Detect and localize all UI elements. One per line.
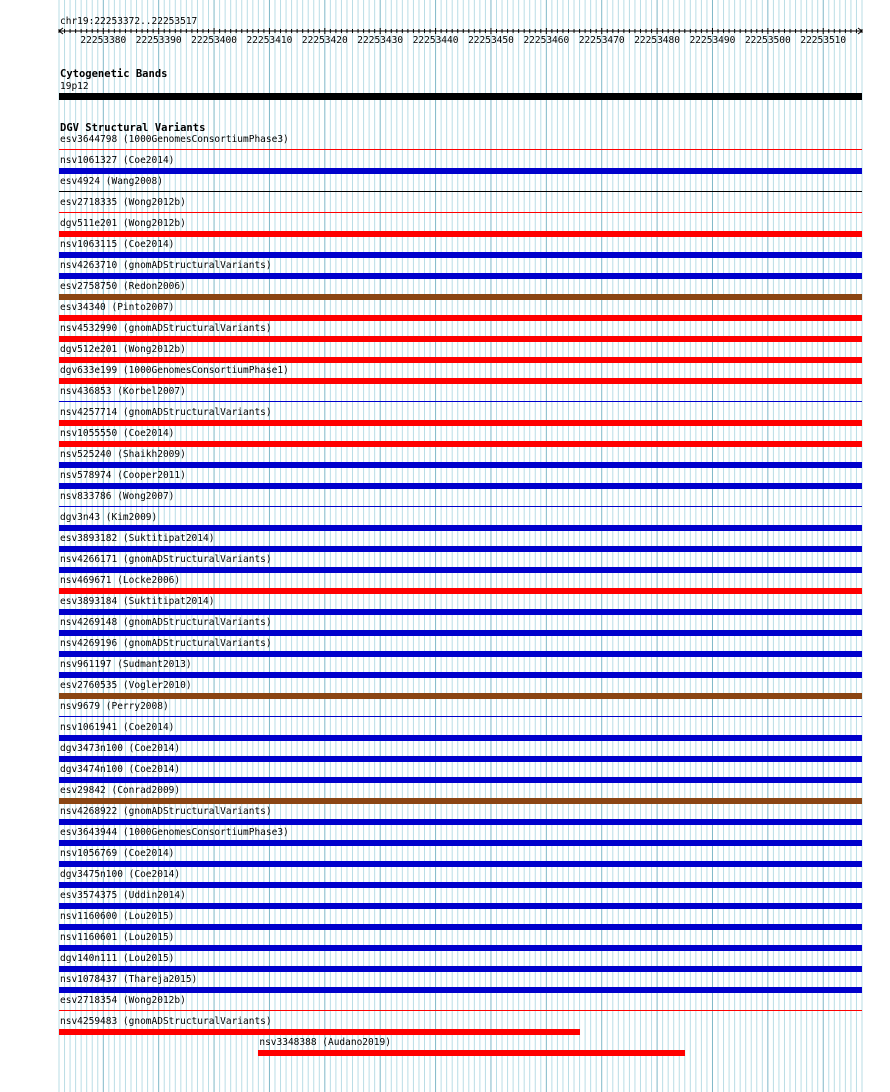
ruler-tick-label: 22253430 — [357, 35, 404, 46]
dgv-feature-label[interactable]: esv3893182 (Suktitipat2014) — [60, 533, 215, 544]
dgv-feature-label[interactable]: nsv1061941 (Coe2014) — [60, 722, 175, 733]
dgv-feature-label[interactable]: nsv3348388 (Audano2019) — [259, 1037, 391, 1048]
dgv-feature-label[interactable]: nsv1055550 (Coe2014) — [60, 428, 175, 439]
dgv-feature-label[interactable]: esv3893184 (Suktitipat2014) — [60, 596, 215, 607]
dgv-feature-bar[interactable] — [59, 273, 862, 279]
dgv-feature-bar[interactable] — [59, 506, 862, 507]
ruler-tick-label: 22253480 — [634, 35, 680, 46]
dgv-feature-bar[interactable] — [59, 567, 862, 573]
dgv-feature-label[interactable]: esv29842 (Conrad2009) — [60, 785, 181, 796]
dgv-feature-label[interactable]: nsv1061327 (Coe2014) — [60, 155, 175, 166]
dgv-feature-bar[interactable] — [59, 1010, 862, 1011]
dgv-feature-bar[interactable] — [59, 609, 862, 615]
dgv-feature-bar[interactable] — [59, 840, 862, 846]
dgv-feature-label[interactable]: esv4924 (Wang2008) — [60, 176, 163, 187]
dgv-feature-bar[interactable] — [59, 546, 862, 552]
ruler-tick-label: 22253400 — [191, 35, 237, 46]
dgv-feature-label[interactable]: nsv4269196 (gnomADStructuralVariants) — [60, 638, 272, 649]
dgv-feature-bar[interactable] — [59, 716, 862, 717]
dgv-feature-label[interactable]: nsv1056769 (Coe2014) — [60, 848, 175, 859]
ruler-tick-label: 22253420 — [301, 35, 348, 46]
dgv-feature-bar[interactable] — [59, 693, 862, 699]
dgv-feature-label[interactable]: dgv3474n100 (Coe2014) — [60, 764, 181, 775]
dgv-feature-bar[interactable] — [59, 212, 862, 213]
dgv-feature-bar[interactable] — [59, 483, 862, 489]
dgv-feature-label[interactable]: nsv4268922 (gnomADStructuralVariants) — [60, 806, 272, 817]
dgv-feature-bar[interactable] — [59, 231, 862, 237]
dgv-feature-label[interactable]: dgv633e199 (1000GenomesConsortiumPhase1) — [60, 365, 289, 376]
dgv-feature-bar[interactable] — [59, 252, 862, 258]
dgv-feature-bar[interactable] — [59, 294, 862, 300]
ruler-tick-label: 22253470 — [578, 35, 625, 46]
dgv-feature-bar[interactable] — [59, 777, 862, 783]
dgv-feature-label[interactable]: nsv9679 (Perry2008) — [60, 701, 169, 712]
dgv-feature-label[interactable]: nsv1160600 (Lou2015) — [60, 911, 175, 922]
ruler-tick-label: 22253410 — [246, 35, 293, 46]
dgv-feature-bar[interactable] — [59, 651, 862, 657]
dgv-feature-label[interactable]: nsv4266171 (gnomADStructuralVariants) — [60, 554, 272, 565]
dgv-feature-label[interactable]: nsv833786 (Wong2007) — [60, 491, 175, 502]
dgv-feature-label[interactable]: dgv511e201 (Wong2012b) — [60, 218, 186, 229]
dgv-feature-bar[interactable] — [59, 861, 862, 867]
dgv-feature-label[interactable]: nsv1160601 (Lou2015) — [60, 932, 175, 943]
dgv-feature-label[interactable]: nsv469671 (Locke2006) — [60, 575, 181, 586]
ruler-tick-label: 22253390 — [135, 35, 182, 46]
dgv-feature-label[interactable]: esv3574375 (Uddin2014) — [60, 890, 186, 901]
dgv-feature-label[interactable]: esv2718335 (Wong2012b) — [60, 197, 186, 208]
dgv-track-title: DGV Structural Variants — [60, 122, 206, 134]
dgv-feature-label[interactable]: nsv4257714 (gnomADStructuralVariants) — [60, 407, 272, 418]
ruler-tick-label: 22253450 — [468, 35, 514, 46]
ruler-tick-label: 22253510 — [800, 35, 847, 46]
dgv-feature-bar[interactable] — [59, 336, 862, 342]
dgv-feature-label[interactable]: nsv1063115 (Coe2014) — [60, 239, 175, 250]
cytoband-bar[interactable] — [59, 93, 862, 100]
dgv-feature-bar[interactable] — [59, 525, 862, 531]
ruler-tick-label: 22253500 — [744, 35, 791, 46]
dgv-feature-label[interactable]: nsv4263710 (gnomADStructuralVariants) — [60, 260, 272, 271]
dgv-feature-bar[interactable] — [59, 191, 862, 192]
dgv-feature-label[interactable]: esv3643944 (1000GenomesConsortiumPhase3) — [60, 827, 289, 838]
dgv-feature-bar[interactable] — [59, 945, 862, 951]
dgv-feature-label[interactable]: nsv4269148 (gnomADStructuralVariants) — [60, 617, 272, 628]
cytoband-track-title: Cytogenetic Bands — [60, 68, 168, 80]
ruler-tick-label: 22253380 — [80, 35, 127, 46]
dgv-feature-label[interactable]: esv2718354 (Wong2012b) — [60, 995, 186, 1006]
ruler-tick-label: 22253460 — [523, 35, 570, 46]
dgv-feature-label[interactable]: esv3644798 (1000GenomesConsortiumPhase3) — [60, 134, 289, 145]
dgv-feature-label[interactable]: nsv4532990 (gnomADStructuralVariants) — [60, 323, 272, 334]
dgv-feature-bar[interactable] — [59, 672, 862, 678]
dgv-feature-bar[interactable] — [59, 798, 862, 804]
dgv-feature-bar[interactable] — [59, 924, 862, 930]
dgv-feature-label[interactable]: nsv4259483 (gnomADStructuralVariants) — [60, 1016, 272, 1027]
dgv-feature-label[interactable]: nsv1078437 (Thareja2015) — [60, 974, 198, 985]
dgv-feature-bar[interactable] — [59, 149, 862, 150]
dgv-feature-bar[interactable] — [59, 966, 862, 972]
dgv-feature-label[interactable]: dgv3n43 (Kim2009) — [60, 512, 158, 523]
dgv-feature-label[interactable]: nsv578974 (Cooper2011) — [60, 470, 186, 481]
dgv-feature-label[interactable]: dgv512e201 (Wong2012b) — [60, 344, 186, 355]
dgv-feature-bar[interactable] — [59, 378, 862, 384]
dgv-feature-label[interactable]: nsv525240 (Shaikh2009) — [60, 449, 186, 460]
dgv-feature-bar[interactable] — [59, 882, 862, 888]
dgv-feature-bar[interactable] — [59, 588, 862, 594]
dgv-feature-label[interactable]: esv2760535 (Vogler2010) — [60, 680, 192, 691]
dgv-feature-bar[interactable] — [258, 1050, 684, 1056]
dgv-feature-label[interactable]: esv34340 (Pinto2007) — [60, 302, 175, 313]
dgv-feature-bar[interactable] — [59, 903, 862, 909]
dgv-feature-label[interactable]: nsv961197 (Sudmant2013) — [60, 659, 192, 670]
dgv-feature-bar[interactable] — [59, 420, 862, 426]
dgv-feature-bar[interactable] — [59, 441, 862, 447]
dgv-feature-bar[interactable] — [59, 630, 862, 636]
dgv-feature-label[interactable]: dgv140n111 (Lou2015) — [60, 953, 175, 964]
cytoband-label: 19p12 — [60, 81, 89, 92]
dgv-feature-bar[interactable] — [59, 987, 862, 993]
dgv-feature-bar[interactable] — [59, 756, 862, 762]
dgv-feature-bar[interactable] — [59, 1029, 580, 1035]
dgv-feature-bar[interactable] — [59, 462, 862, 468]
dgv-feature-bar[interactable] — [59, 357, 862, 363]
dgv-feature-bar[interactable] — [59, 819, 862, 825]
dgv-feature-bar[interactable] — [59, 735, 862, 741]
dgv-feature-label[interactable]: nsv436853 (Korbel2007) — [60, 386, 186, 397]
region-label: chr19:22253372..22253517 — [60, 16, 198, 27]
dgv-feature-bar[interactable] — [59, 401, 862, 402]
ruler-tick-label: 22253440 — [412, 35, 459, 46]
dgv-feature-label[interactable]: esv2758750 (Redon2006) — [60, 281, 186, 292]
dgv-feature-label[interactable]: dgv3475n100 (Coe2014) — [60, 869, 181, 880]
dgv-feature-bar[interactable] — [59, 315, 862, 321]
dgv-feature-bar[interactable] — [59, 168, 862, 174]
ruler-tick-label: 22253490 — [689, 35, 736, 46]
dgv-feature-label[interactable]: dgv3473n100 (Coe2014) — [60, 743, 181, 754]
